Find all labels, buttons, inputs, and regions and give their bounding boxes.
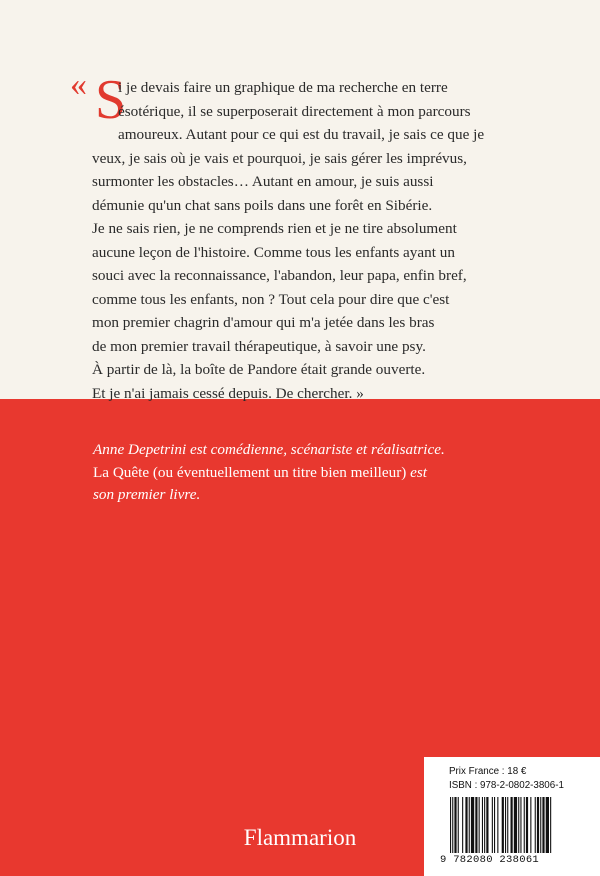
ean-digits: 9 782080 238061 [440,854,540,866]
quote-line: surmonter les obstacles… Autant en amour, je suis aussi [92,173,434,190]
author-bio [93,439,533,507]
quote-line: ésotérique, il se superposerait directement à mon parcours [118,102,471,120]
quote-line: mon premier chagrin d'amour qui m'a jetée dans les bras [92,314,435,331]
quote-line: démunie qu'un chat sans poils dans une forêt en Sibérie. [92,196,433,214]
quote-line: veux, je sais où je vais et pourquoi, je sais gérer les imprévus, [92,149,467,167]
quote-line: amoureux. Autant pour ce qui est du travail, je sais ce que je [118,126,485,143]
bio-description: est comédienne, scénariste et réalisatrice. [186,441,445,458]
isbn-label: ISBN : 978-2-0802-3806-1 [449,780,564,791]
quote-line: Et je n'ai jamais cessé depuis. De chercher. » [92,384,364,402]
quote-line: À partir de là, la boîte de Pandore était grande ouverte. [92,361,426,378]
back-cover-quote [92,76,522,405]
publisher-logo: Flammarion [243,825,357,850]
quote-line: i je devais faire un graphique de ma recherche en terre [118,79,448,96]
quote-line: Je ne sais rien, je ne comprends rien et je ne tire absolument [92,220,457,237]
quote-line: de mon premier travail thérapeutique, à savoir une psy. [92,337,426,355]
upper-cream-panel [0,0,600,402]
quote-line: souci avec la reconnaissance, l'abandon, leur papa, enfin bref, [92,267,467,284]
book-title: La Quête (ou éventuellement un titre bien meilleur) [93,463,407,481]
ean-barcode [448,797,594,853]
bio-line-3: son premier livre. [93,486,201,503]
quote-line: comme tous les enfants, non ? Tout cela pour dire que c'est [92,290,450,308]
quote-line: aucune leçon de l'histoire. Comme tous les enfants ayant un [92,243,455,261]
bio-line-2 [93,462,533,485]
drop-cap-letter: S [95,69,127,131]
price-label: Prix France : 18 € [449,766,527,777]
opening-quote-mark: « [70,66,85,103]
author-name: Anne Depetrini [93,441,187,458]
bio-line-1 [93,439,533,462]
bio-connector: est [406,463,428,481]
